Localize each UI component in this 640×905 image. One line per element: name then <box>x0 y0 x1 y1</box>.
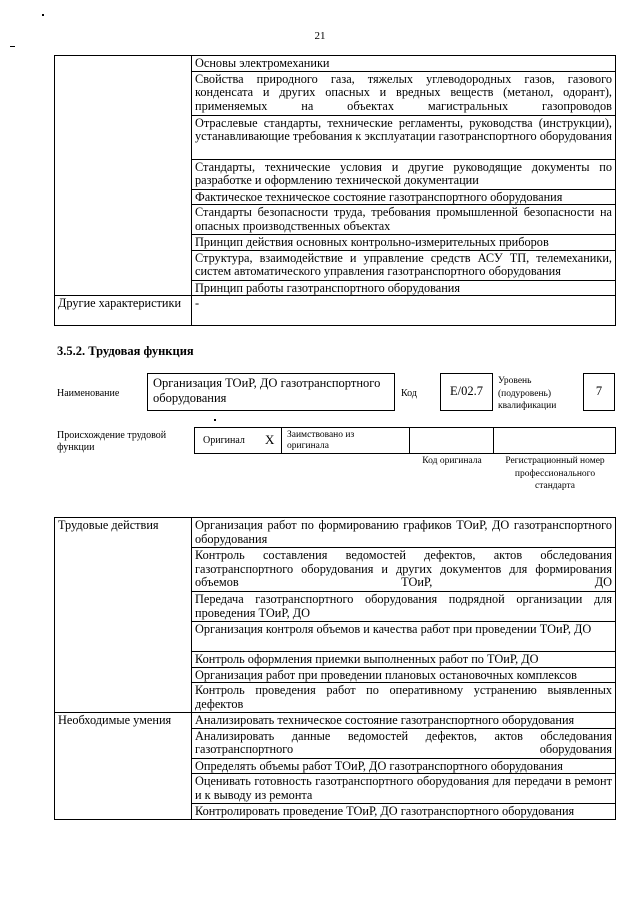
scan-mark <box>42 14 44 16</box>
level-label: Уровень (подуровень) квалификации <box>498 376 557 411</box>
skill-item: Анализировать техническое состояние газотранспортного оборудования <box>192 713 616 729</box>
knowledge-label-cell <box>55 56 192 296</box>
knowledge-item: Свойства природного газа, тяжелых углеводородных газов, газового конденсата и других опасных и вредных веществ (метанол, одорант), применяемых на объектах магистральных газопроводов <box>192 71 616 115</box>
origin-box <box>194 427 616 454</box>
level-value-box <box>583 373 615 411</box>
page-number: 21 <box>314 30 326 42</box>
action-item: Контроль проведения работ по оперативному устранению выявленных дефектов <box>192 683 616 713</box>
origin-label: Происхождение трудовой функции <box>57 430 167 453</box>
skill-item: Контролировать проведение ТОиР, ДО газотранспортного оборудования <box>192 804 616 820</box>
action-item: Контроль оформления приемки выполненных работ по ТОиР, ДО <box>192 652 616 668</box>
action-item: Передача газотранспортного оборудования подрядной организации для проведения ТОиР, ДО <box>192 592 616 622</box>
name-value: Организация ТОиР, ДО газотранспортного оборудования <box>153 376 381 405</box>
table-row <box>55 518 616 548</box>
scan-mark <box>10 46 15 47</box>
scan-mark <box>214 419 216 421</box>
labor-table <box>54 517 616 820</box>
actions-label: Трудовые действия <box>55 518 192 713</box>
skill-item: Оценивать готовность газотранспортного оборудования для передачи в ремонт и к выводу из ремонта <box>192 774 616 804</box>
divider <box>493 428 494 453</box>
action-item: Организация работ по формированию графиков ТОиР, ДО газотранспортного оборудования <box>192 518 616 548</box>
section-title: 3.5.2. Трудовая функция <box>57 344 194 358</box>
original-label: Оригинал <box>203 435 245 446</box>
name-value-box <box>147 373 395 411</box>
knowledge-item: Фактическое техническое состояние газотранспортного оборудования <box>192 189 616 205</box>
knowledge-item: Структура, взаимодействие и управление средств АСУ ТП, телемеханики, систем автоматического управления газотранспортного оборудования <box>192 250 616 280</box>
knowledge-item: Основы электромеханики <box>192 56 616 72</box>
code-value: E/02.7 <box>450 384 483 398</box>
action-item: Организация работ при проведении плановых остановочных комплексов <box>192 667 616 683</box>
other-characteristics-label: Другие характеристики <box>55 296 192 326</box>
knowledge-table <box>54 55 616 326</box>
knowledge-item: Стандарты, технические условия и другие руководящие документы по разработке и оформлению технической документации <box>192 159 616 189</box>
skill-item: Анализировать данные ведомостей дефектов, актов обследования газотранспортного оборудования <box>192 728 616 758</box>
skill-item: Определять объемы работ ТОиР, ДО газотранспортного оборудования <box>192 758 616 774</box>
code-original-caption: Код оригинала <box>422 456 482 466</box>
divider <box>281 428 282 453</box>
knowledge-item: Принцип работы газотранспортного оборудования <box>192 280 616 296</box>
divider <box>409 428 410 453</box>
knowledge-item: Отраслевые стандарты, технические регламенты, руководства (инструкции), устанавливающие требования к эксплуатации газотранспортного оборудования <box>192 115 616 159</box>
skills-label: Необходимые умения <box>55 713 192 820</box>
code-value-box <box>440 373 493 411</box>
table-row <box>55 56 616 72</box>
other-characteristics-value: - <box>192 296 616 326</box>
table-row <box>55 296 616 326</box>
level-value: 7 <box>595 384 603 398</box>
action-item: Организация контроля объемов и качества работ при проведении ТОиР, ДО <box>192 622 616 652</box>
reg-number-caption: Регистрационный номер профессионального стандарта <box>505 456 605 491</box>
original-mark: X <box>265 432 275 447</box>
code-label: Код <box>401 388 417 399</box>
borrowed-label: Заимствовано из оригинала <box>287 430 355 451</box>
knowledge-item: Стандарты безопасности труда, требования промышленной безопасности на опасных производственных объектах <box>192 205 616 235</box>
knowledge-item: Принцип действия основных контрольно-измерительных приборов <box>192 235 616 251</box>
table-row <box>55 713 616 729</box>
name-label: Наименование <box>57 388 120 399</box>
action-item: Контроль составления ведомостей дефектов, актов обследования газотранспортного оборудования и других документов для формирования объемов ТОиР, ДО <box>192 548 616 592</box>
